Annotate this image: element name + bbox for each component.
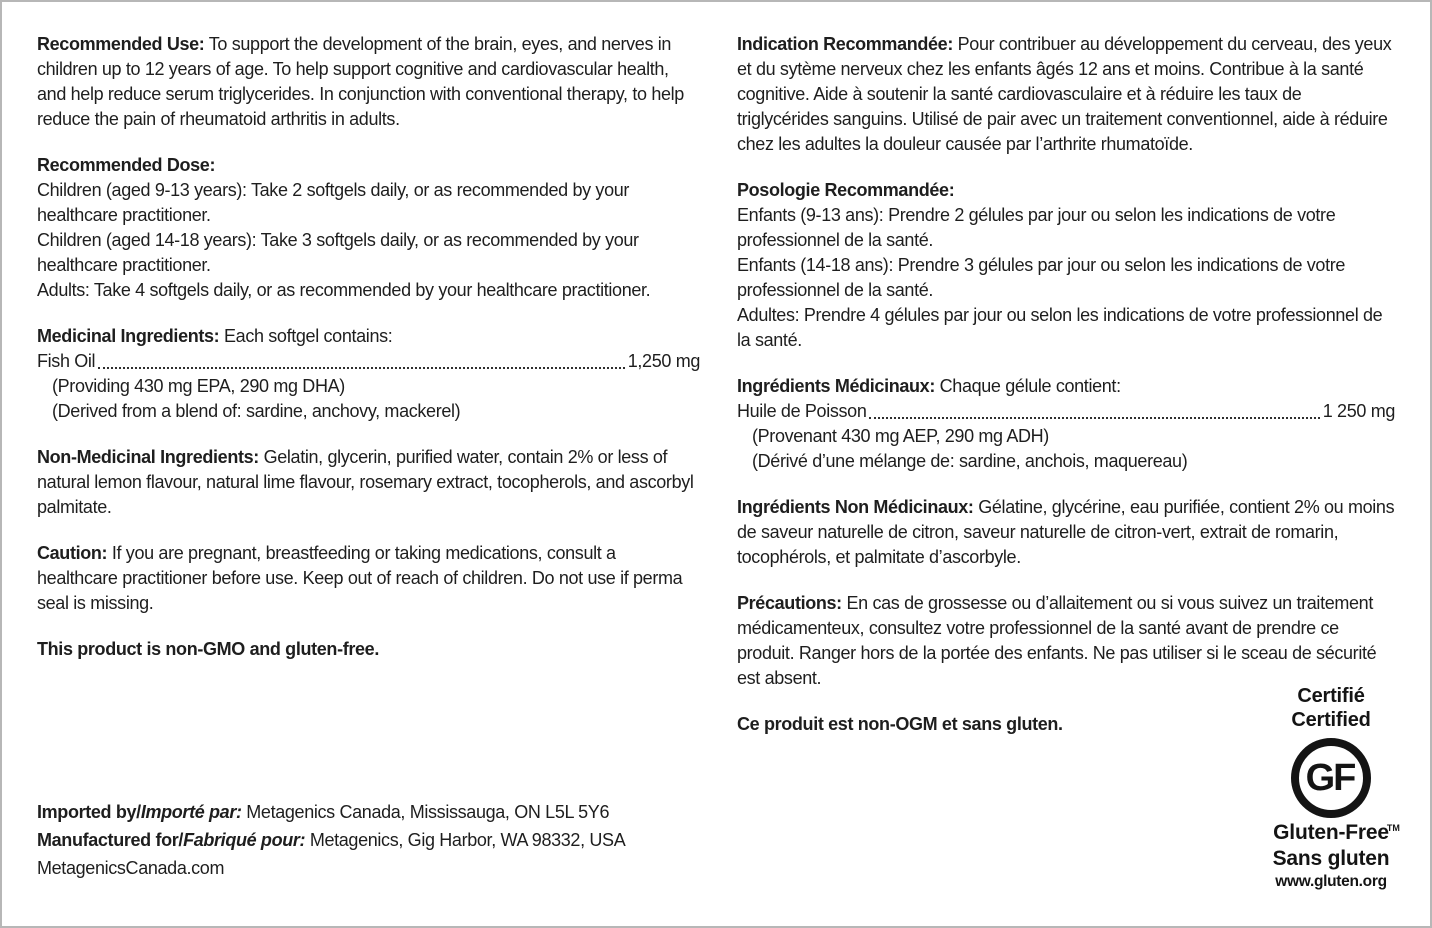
non-medicinal-heading: Non-Medicinal Ingredients: xyxy=(37,447,259,467)
non-medicinal-body: Gelatin, glycerin, purified water, contain 2% or less of natural lemon flavour, natural lime flavour, rosemary extract, tocopherols, and ascorbyl palmitate. xyxy=(37,447,694,517)
precautions-section xyxy=(737,591,1395,691)
manufactured-for-label: Manufactured for/ xyxy=(37,830,184,850)
posologie-line-enfants-14-18: Enfants (14-18 ans): Prendre 3 gélules par jour ou selon les indications de votre professionnel de la santé. xyxy=(737,255,1346,300)
recommended-use-paragraph xyxy=(37,32,700,132)
indication-body: Pour contribuer au développement du cerveau, des yeux et du sytème nerveux chez les enfants âgés 12 ans et moins. Contribue à la santé cognitive. Aide à soutenir la santé cardiovasculaire et à réduire les taux de triglycérides sanguins. Utilisé de pair avec un traitement conventionnel, aide à réduire chez les adultes la douleur causée par l’arthrite rhumatoïde. xyxy=(737,34,1392,154)
gf-monogram-icon xyxy=(1291,738,1371,818)
posologie-section xyxy=(737,178,1395,353)
ingredients-non-medicinaux-heading: Ingrédients Non Médicinaux: xyxy=(737,497,974,517)
gluten-free-seal xyxy=(1264,684,1398,892)
dot-leader xyxy=(869,417,1319,419)
recommended-dose-section xyxy=(37,153,700,303)
seal-website-url: www.gluten.org xyxy=(1275,873,1387,890)
medicinal-heading: Medicinal Ingredients: xyxy=(37,326,220,346)
precautions-heading: Précautions: xyxy=(737,593,842,613)
ingredient-note-aep-adh: (Provenant 430 mg AEP, 290 mg ADH) xyxy=(752,426,1049,446)
english-column xyxy=(37,32,700,683)
dose-line-adults: Adults: Take 4 softgels daily, or as recommended by your healthcare practitioner. xyxy=(37,280,651,300)
ingredients-non-medicinaux-body: Gélatine, glycérine, eau purifiée, contient 2% ou moins de saveur naturelle de citron, saveur naturelle de citron-vert, extrait de romarin, tocophérols, et palmitate d’ascorbyle. xyxy=(737,497,1395,567)
ingredients-medicinaux-intro: Chaque gélule contient: xyxy=(939,376,1121,396)
recommended-use-heading: Recommended Use: xyxy=(37,34,205,54)
caution-heading: Caution: xyxy=(37,543,108,563)
seal-sans-gluten-text: Sans gluten xyxy=(1272,847,1390,870)
medicinal-intro: Each softgel contains: xyxy=(224,326,393,346)
ingredients-non-medicinaux-paragraph xyxy=(737,495,1395,570)
dose-line-children-14-18: Children (aged 14-18 years): Take 3 softgels daily, or as recommended by your healthcare practitioner. xyxy=(37,230,639,275)
precautions-body: En cas de grossesse ou d’allaitement ou si vous suivez un traitement médicamenteux, consultez votre professionnel de la santé avant de prendre ce produit. Ranger hors de la portée des enfants. Ne pas utiliser si le sceau de sécurité est absent. xyxy=(737,593,1377,688)
caution-paragraph xyxy=(37,541,700,616)
ingredients-medicinaux-heading: Ingrédients Médicinaux: xyxy=(737,376,935,396)
precautions-paragraph xyxy=(737,591,1395,691)
gf-monogram-letters: GF xyxy=(1305,757,1355,799)
importe-par-label: Importé par: xyxy=(140,802,242,822)
manufactured-for-line xyxy=(37,826,700,854)
medicinal-heading-line xyxy=(37,324,700,349)
ingredients-medicinaux-heading-line xyxy=(737,374,1395,399)
manufacturer-info xyxy=(37,798,700,882)
ingredient-row xyxy=(37,349,700,374)
posologie-heading: Posologie Recommandée: xyxy=(737,180,955,200)
imported-by-value: Metagenics Canada, Mississauga, ON L5L 5Y6 xyxy=(246,802,610,822)
indication-paragraph xyxy=(737,32,1395,157)
ingredient-note-epa-dha: (Providing 430 mg EPA, 290 mg DHA) xyxy=(52,376,345,396)
recommended-use-body: To support the development of the brain, eyes, and nerves in children up to 12 years of age. To help support cognitive and cardiovascular health, and help reduce serum triglycerides. In conjunction with conventional therapy, to help reduce the pain of rheumatoid arthritis in adults. xyxy=(37,34,684,129)
ingredient-note-source-fr: (Dérivé d’une mélange de: sardine, anchois, maquereau) xyxy=(752,451,1188,471)
gluten-free-label: Gluten-Free xyxy=(1273,821,1389,844)
non-gmo-claim: This product is non-GMO and gluten-free. xyxy=(37,639,379,659)
french-column xyxy=(737,32,1395,758)
imported-by-label: Imported by/ xyxy=(37,802,141,822)
ingredient-name: Fish Oil xyxy=(37,351,96,371)
ingredient-name-fr: Huile de Poisson xyxy=(737,401,867,421)
non-medicinal-paragraph xyxy=(37,445,700,520)
ingredients-non-medicinaux-section xyxy=(737,495,1395,570)
caution-section xyxy=(37,541,700,616)
manufactured-for-value: Metagenics, Gig Harbor, WA 98332, USA xyxy=(309,830,626,850)
claim-section xyxy=(37,637,700,662)
recommended-dose-heading: Recommended Dose: xyxy=(37,155,216,175)
ingredient-amount-fr: 1 250 mg xyxy=(1322,401,1395,421)
non-medicinal-section xyxy=(37,445,700,520)
fabrique-pour-label: Fabriqué pour: xyxy=(183,830,306,850)
caution-body: If you are pregnant, breastfeeding or taking medications, consult a healthcare practitioner before use. Keep out of reach of children. Do not use if perma seal is missing. xyxy=(37,543,683,613)
ingredients-medicinaux-section xyxy=(737,374,1395,474)
recommended-use-section xyxy=(37,32,700,132)
indication-section xyxy=(737,32,1395,157)
seal-certifie-text: Certifié xyxy=(1297,685,1365,707)
seal-gluten-free-text xyxy=(1273,820,1400,845)
website-url: MetagenicsCanada.com xyxy=(37,858,225,878)
dot-leader xyxy=(98,367,625,369)
medicinal-ingredients-section xyxy=(37,324,700,424)
ingredient-row-fr xyxy=(737,399,1395,424)
posologie-line-adultes: Adultes: Prendre 4 gélules par jour ou selon les indications de votre professionnel de la santé. xyxy=(737,305,1383,350)
seal-gluten-free-line xyxy=(1264,820,1398,846)
trademark-symbol: TM xyxy=(1386,823,1400,833)
seal-certified-text: Certified xyxy=(1291,709,1371,731)
posologie-line-enfants-9-13: Enfants (9-13 ans): Prendre 2 gélules par jour ou selon les indications de votre professionnel de la santé. xyxy=(737,205,1336,250)
ingredient-note-source: (Derived from a blend of: sardine, anchovy, mackerel) xyxy=(52,401,461,421)
imported-by-line xyxy=(37,798,700,826)
indication-heading: Indication Recommandée: xyxy=(737,34,953,54)
non-ogm-claim: Ce produit est non-OGM et sans gluten. xyxy=(737,714,1063,734)
ingredient-amount: 1,250 mg xyxy=(627,351,700,371)
dose-line-children-9-13: Children (aged 9-13 years): Take 2 softgels daily, or as recommended by your healthcare practitioner. xyxy=(37,180,630,225)
